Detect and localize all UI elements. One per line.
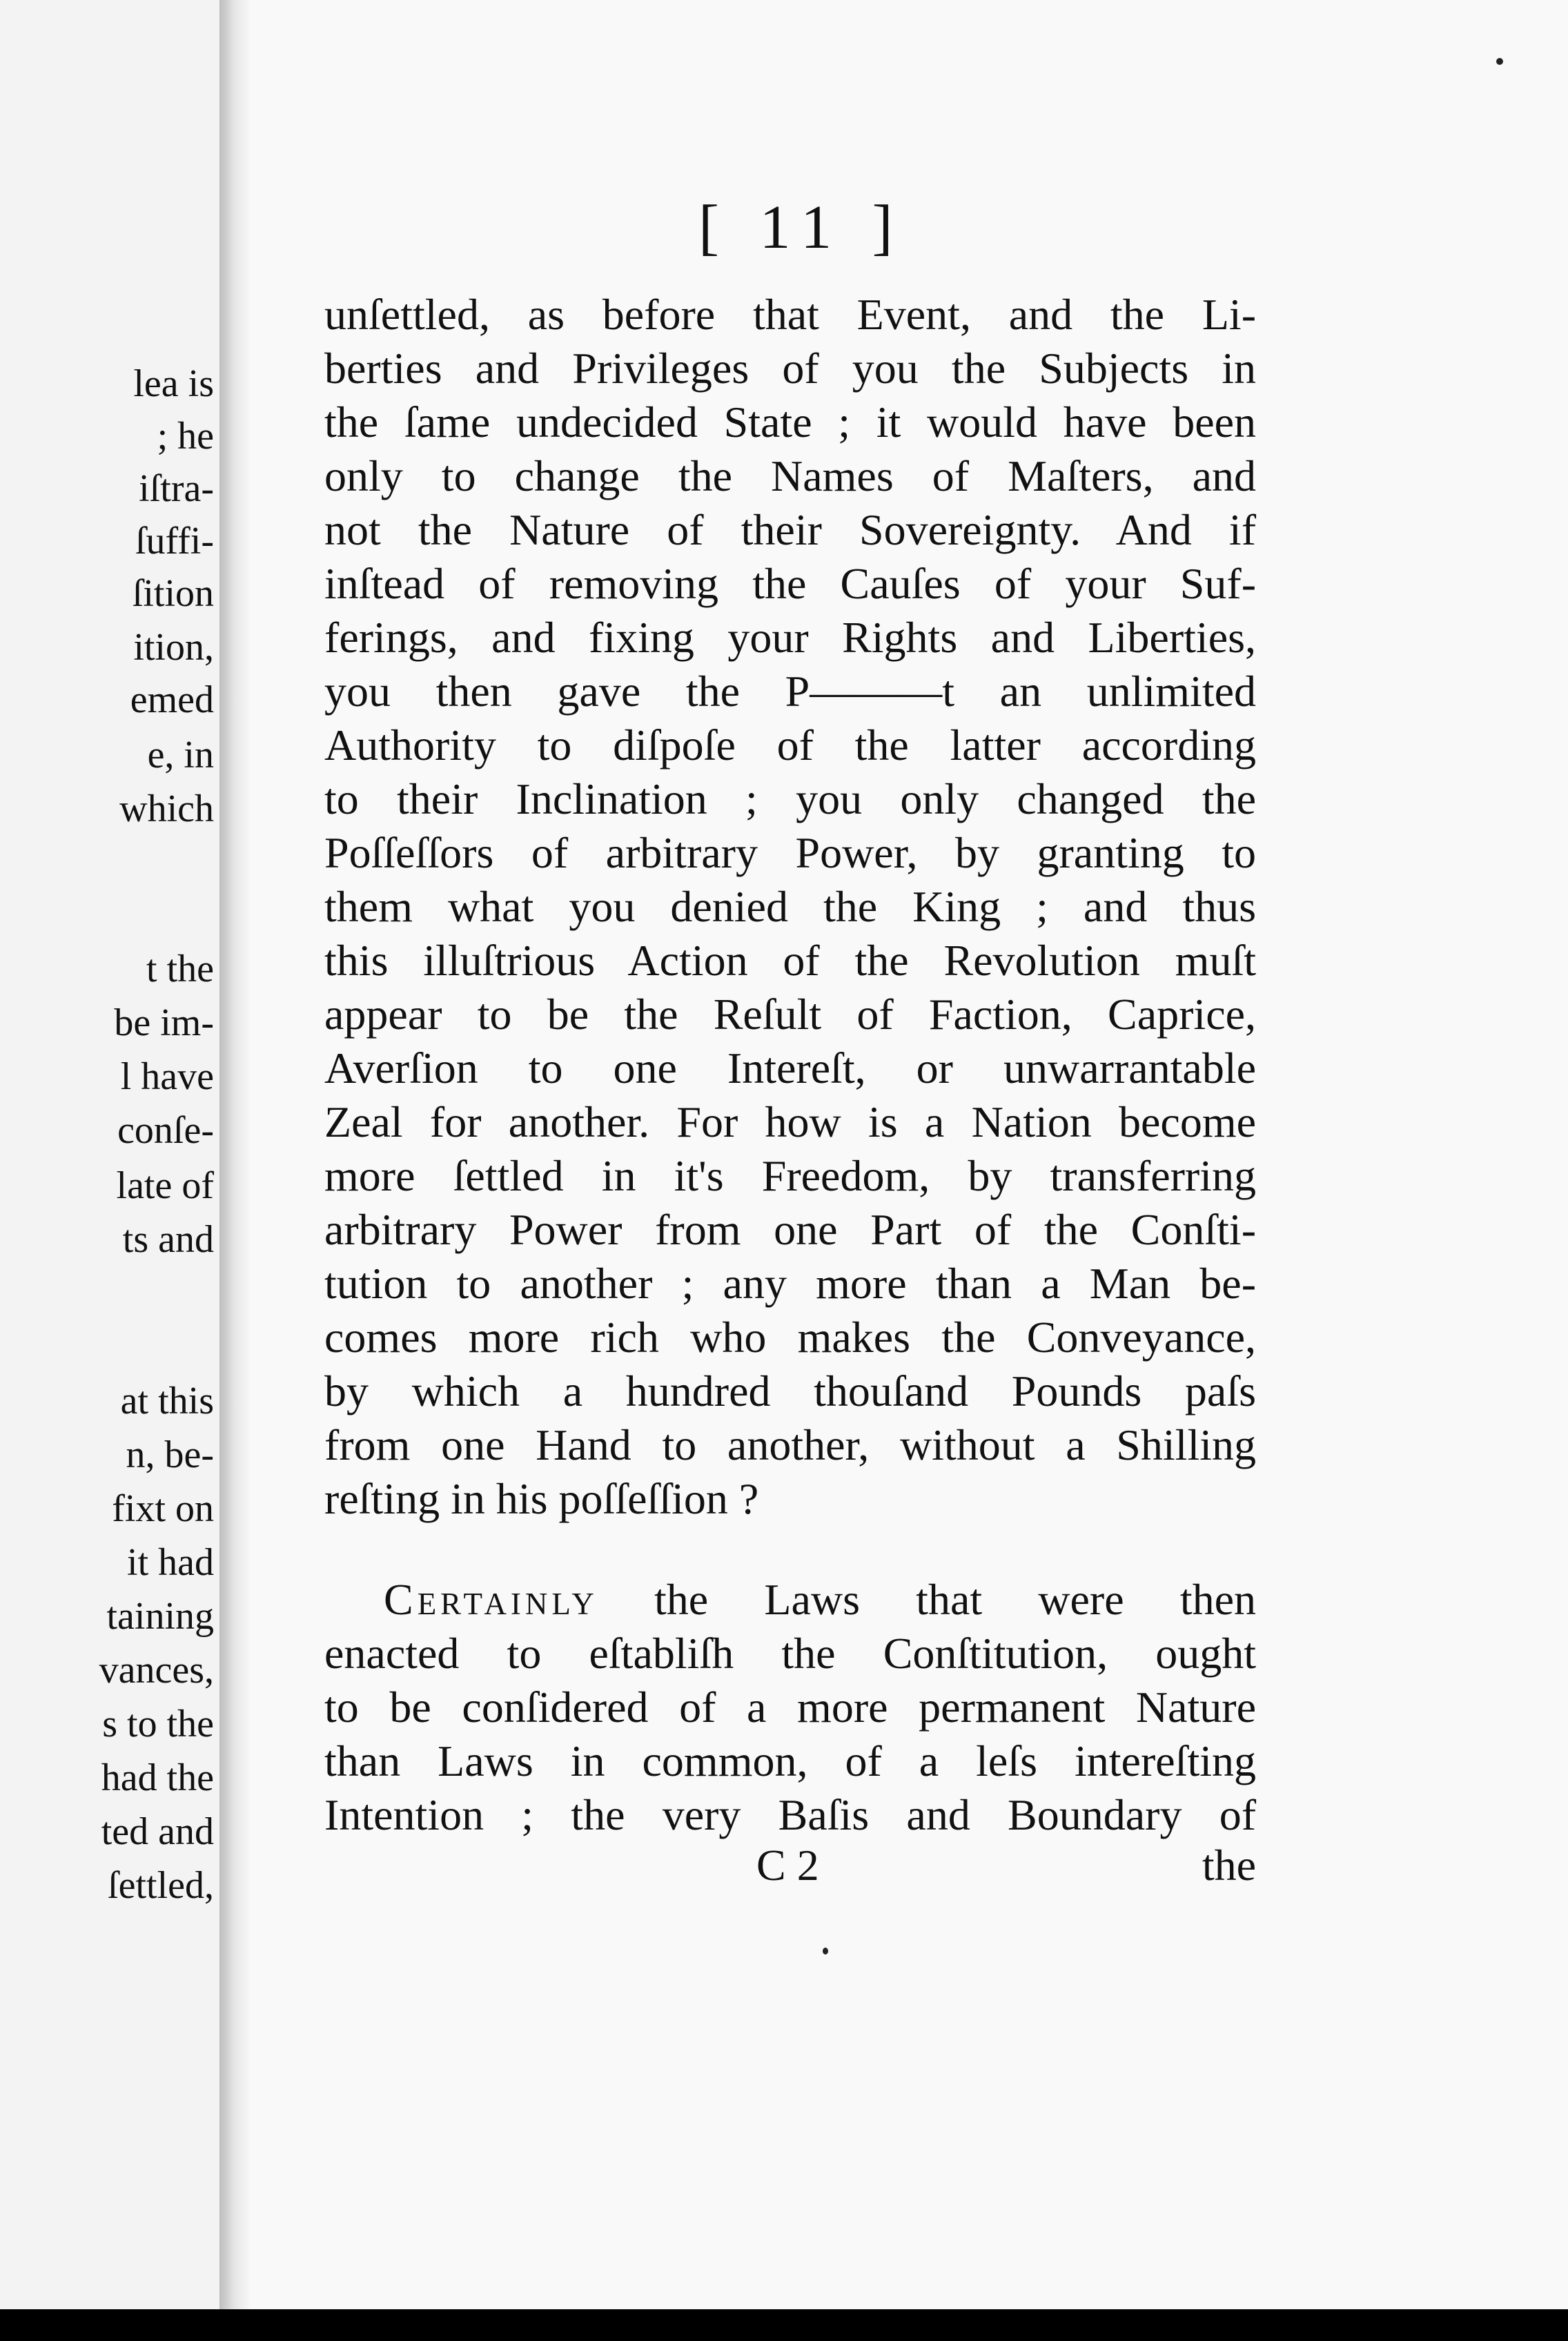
text-line: Zeal for another. For how is a Nation become (324, 1097, 1256, 1146)
left-page-fragment: t the (146, 948, 214, 990)
text-line (384, 1575, 1257, 1624)
text-line: berties and Privileges of you the Subjects in (324, 344, 1256, 393)
left-page-fragment: which (119, 787, 214, 830)
page-number-header: [ 11 ] (698, 193, 905, 262)
text-line: this illuſtrious Action of the Revolution muſt (324, 936, 1256, 985)
line-text: the Laws that were then (654, 1575, 1257, 1624)
left-page-fragment: s to the (102, 1703, 214, 1745)
text-line: not the Nature of their Sovereignty. And if (324, 505, 1256, 554)
text-line: enacted to eſtabliſh the Conſtitution, ought (324, 1629, 1256, 1678)
left-page-fragment: be im- (114, 1001, 214, 1044)
text-line: Authority to diſpoſe of the latter according (324, 721, 1256, 770)
left-page-fragment: conſe- (117, 1109, 214, 1152)
ink-speck (823, 1948, 828, 1955)
text-line: reſting in his poſſeſſion ? (324, 1474, 759, 1523)
text-line: more ſettled in it's Freedom, by transferring (324, 1151, 1256, 1200)
left-page-fragment: ition, (133, 626, 214, 669)
book-gutter (219, 0, 250, 2341)
text-line: tution to another ; any more than a Man be- (324, 1259, 1256, 1308)
left-facing-page (0, 0, 219, 2309)
left-page-fragment: had the (101, 1756, 214, 1799)
left-page-fragment: ts and (122, 1218, 214, 1261)
text-line: from one Hand to another, without a Shilling (324, 1420, 1256, 1469)
left-page-fragment: at this (120, 1380, 214, 1422)
left-page-fragment: vances, (99, 1649, 214, 1692)
left-page-fragment: lea is (133, 362, 214, 405)
text-line: to be conſidered of a more permanent Nature (324, 1683, 1256, 1732)
text-line: ferings, and fixing your Rights and Liberties, (324, 613, 1256, 662)
left-page-fragment: ſition (132, 572, 214, 615)
text-line: Averſion to one Intereſt, or unwarrantable (324, 1044, 1256, 1093)
text-line: comes more rich who makes the Conveyance, (324, 1313, 1256, 1362)
left-page-fragment: taining (106, 1595, 214, 1638)
text-line: Intention ; the very Baſis and Boundary of (324, 1790, 1256, 1839)
left-page-fragment: ſettled, (108, 1864, 214, 1907)
text-line: the ſame undecided State ; it would have been (324, 398, 1256, 447)
text-line: only to change the Names of Maſters, and (324, 451, 1256, 500)
catchword: the (1202, 1841, 1256, 1890)
text-line: unſettled, as before that Event, and the Li- (324, 290, 1256, 339)
text-line: you then gave the P———t an unlimited (324, 667, 1256, 716)
left-page-fragment: it had (127, 1541, 214, 1584)
text-line: arbitrary Power from one Part of the Conſti- (324, 1205, 1256, 1254)
left-page-fragment: iſtra- (139, 467, 214, 510)
left-page-fragment: fixt on (112, 1487, 214, 1530)
left-page-fragment: ſuffi- (135, 520, 214, 562)
left-page-fragment: late of (116, 1164, 214, 1207)
text-line: inſtead of removing the Cauſes of your Suf- (324, 559, 1256, 608)
text-line: Poſſeſſors of arbitrary Power, by granting to (324, 828, 1256, 877)
text-line: than Laws in common, of a leſs intereſting (324, 1736, 1256, 1785)
left-page-fragment: emed (130, 678, 214, 721)
text-line: to their Inclination ; you only changed the (324, 774, 1256, 823)
text-line: them what you denied the King ; and thus (324, 882, 1256, 931)
left-page-fragment: n, be- (126, 1433, 214, 1476)
signature-mark: C 2 (756, 1841, 819, 1890)
left-page-fragment: e, in (147, 734, 214, 776)
left-page-fragment: ted and (101, 1810, 214, 1853)
left-page-fragment: ; he (157, 415, 214, 458)
lead-word: Certainly (384, 1575, 598, 1624)
scan-border (0, 2309, 1568, 2341)
text-line: by which a hundred thouſand Pounds paſs (324, 1367, 1256, 1416)
left-page-fragment: l have (120, 1055, 214, 1098)
ink-speck (1496, 58, 1503, 65)
text-line: appear to be the Reſult of Faction, Caprice, (324, 990, 1256, 1039)
